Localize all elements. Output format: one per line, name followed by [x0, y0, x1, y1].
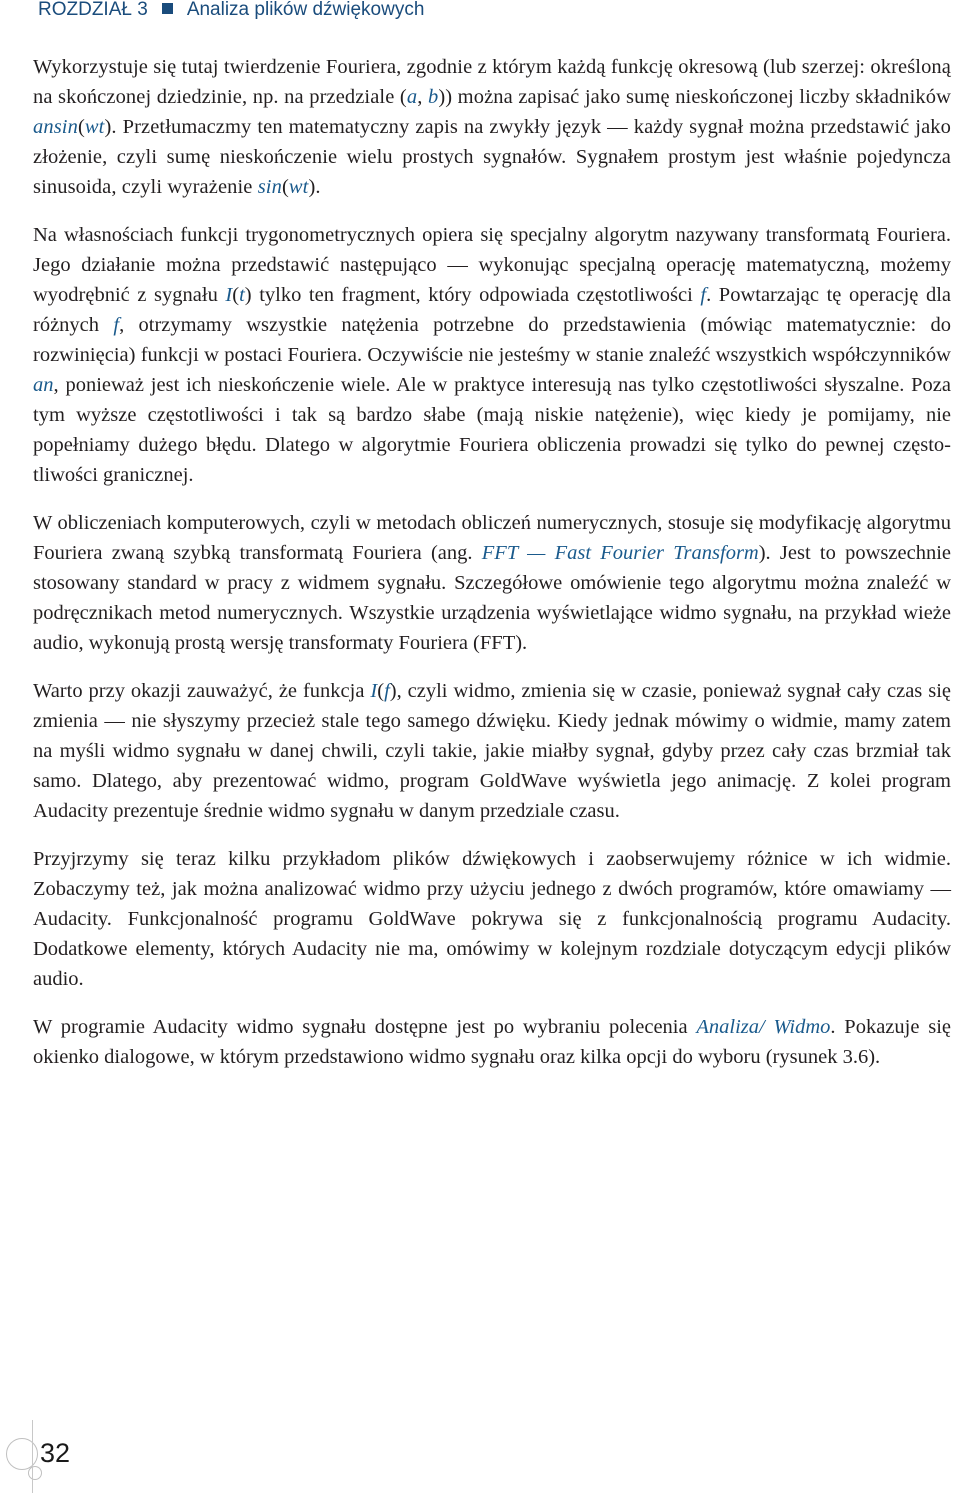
text-run: Warto przy okazji zauważyć, że funkcja — [33, 680, 371, 702]
math-var: t — [239, 284, 245, 306]
text-run: . Pokazuje się okienko dialogowe, w którym przedstawiono widmo sygnału oraz kilka opcji do wyboru (rysunek 3.6). — [33, 1016, 951, 1068]
math-var: f — [113, 314, 120, 336]
text-run: ( — [77, 116, 85, 138]
text-run: , ponieważ jest ich nieskończenie wiele. Ale w praktyce interesują nas tylko częstotliwości słyszalne. Poza tym wyższe częstotliwości i tak są bardzo słabe (mają niskie natężenie), więc kiedy je pomijamy, nie popełniamy dużego błędu. Dlatego w algorytmie Fouriera obliczenia prowadzi się tylko do pewnej częstotliwości granicznej. — [33, 374, 951, 486]
math-var: ansin — [33, 116, 78, 138]
text-run: Przyjrzymy się teraz kilku przykładom plików dźwiękowych i zaobserwujemy różnice w ich widmie. Zobaczymy też, jak można analizować widmo przy użyciu jednego z dwóch programów, które omawiamy — Audacity. Funkcjonalność programu GoldWave pokrywa się z funkcjonalnością programu Audacity. Dodatkowe elementy, których Audacity nie ma, omówimy w kolejnym rozdziale dotyczącym edycji plików audio. — [33, 848, 951, 990]
paragraph-spectrum-time — [33, 676, 951, 826]
math-var: I — [370, 680, 378, 702]
text-run: ), czyli widmo, zmienia się w czasie, ponieważ sygnał cały czas się zmienia — nie słyszymy przecież stale tego samego dźwięku. Kiedy jednak mówimy o widmie, mamy zatem na myśli widmo sygnału w danej chwili, czyli takie, jakie miałby sygnał, gdyby przez cały czas brzmiał tak samo. Dlatego, aby prezentować widmo, program GoldWave wyświetla jego animację. Z kolei program Audacity prezentuje średnie widmo sygnału w danym przedziale czasu. — [33, 680, 952, 822]
page-number: 32 — [40, 1438, 71, 1468]
paragraph-examples — [33, 844, 951, 994]
math-var: f — [384, 680, 390, 702]
paragraph-fourier-transform — [33, 220, 951, 490]
text-run: , otrzymamy wszystkie natężenia potrzebne do przedstawienia (mówiąc matematycznie: do rozwinięcia) funkcji w postaci Fouriera. Oczywiście nie jesteśmy w stanie znaleźć wszystkich współczynników — [33, 314, 951, 366]
text-run: ). Jest to powszechnie stosowany standard w pracy z widmem sygnału. Szczegółowe omówienie tego algorytmu można znaleźć w podręcznikach metod numerycznych. Wszystkie urządzenia wyświetlające widmo sygnału, na przykład wieże audio, wykonują prostą wersję transformaty Fouriera (FFT). — [33, 542, 951, 654]
decorative-divider — [32, 1420, 33, 1493]
text-run: ). — [308, 176, 321, 198]
text-run: Wykorzystuje się tutaj twierdzenie Fouriera, zgodnie z którym każdą funkcję okresową (lub szerzej: określoną na skończonej dziedzinie, np. na przedziale ( — [33, 56, 951, 108]
text-run: ( — [232, 284, 240, 306]
square-bullet-icon — [162, 3, 173, 14]
body-text — [33, 52, 951, 1090]
text-run: . Powtarzając tę operację dla różnych — [33, 284, 951, 336]
chapter-label: ROZDZIAŁ 3 — [38, 0, 148, 20]
text-run: W obliczeniach komputerowych, czyli w metodach obliczeń numerycznych, stosuje się modyfikację algorytmu Fouriera zwaną szybką transformatą Fouriera (ang. — [33, 512, 951, 564]
text-run: ( — [377, 680, 385, 702]
paragraph-fft — [33, 508, 951, 658]
text-run: Na własnościach funkcji trygonometrycznych opiera się specjalny algorytm nazywany transformatą Fouriera. Jego działanie można przedstawić następująco — wykonując specjalną operację matematyczną, możemy wyodrębnić z sygnału — [33, 224, 951, 306]
text-run: ( — [281, 176, 289, 198]
menu-command: Analiza/ Widmo — [696, 1016, 831, 1038]
chapter-title: Analiza plików dźwiękowych — [186, 0, 425, 20]
math-var: a — [406, 86, 418, 108]
text-run: )) można zapisać jako sumę nieskończonej liczby składników — [438, 86, 951, 108]
text-run: W programie Audacity widmo sygnału dostępne jest po wybraniu polecenia — [33, 1016, 697, 1038]
math-var: sin — [257, 176, 282, 198]
math-var: wt — [84, 116, 105, 138]
text-run: ) tylko ten fragment, który odpowiada częstotliwości — [244, 284, 701, 306]
math-var: f — [700, 284, 707, 306]
text-run: , — [417, 86, 428, 108]
math-var: I — [225, 284, 233, 306]
running-header — [38, 0, 424, 20]
paragraph-audacity — [33, 1012, 951, 1072]
math-var: an — [33, 374, 54, 396]
term-fft: FFT — Fast Fourier Transform — [481, 542, 759, 564]
text-run: ). Przetłumaczmy ten matematyczny zapis na zwykły język — każdy sygnał można przedstawić jako złożenie, czyli sumę nieskończenie wielu prostych sygnałów. Sygnałem prostym jest właśnie pojedyncza sinusoida, czyli wyrażenie — [33, 116, 951, 198]
math-var: b — [427, 86, 439, 108]
math-var: wt — [288, 176, 309, 198]
paragraph-fourier-theorem — [33, 52, 951, 202]
